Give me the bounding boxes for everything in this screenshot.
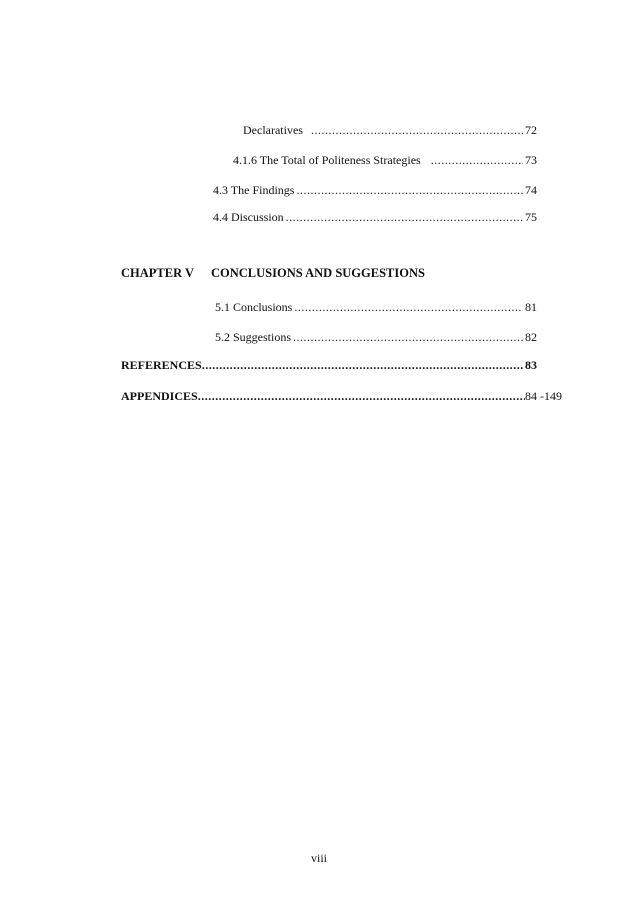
chapter-number: CHAPTER V xyxy=(121,266,195,280)
toc-entry-page: 73 xyxy=(525,153,537,167)
toc-entry-findings xyxy=(213,183,537,197)
toc-entry-label: APPENDICES xyxy=(121,389,198,403)
toc-leader-dots xyxy=(198,389,525,403)
toc-entry-label: 4.4 Discussion xyxy=(213,210,284,224)
toc-leader-dots xyxy=(431,153,523,167)
toc-entry-page: 84 -149 xyxy=(525,389,562,403)
toc-entry-label: 5.2 Suggestions xyxy=(215,330,292,344)
toc-entry-references xyxy=(121,358,537,372)
toc-leader-dots xyxy=(293,330,523,344)
page-number: viii xyxy=(310,851,327,865)
toc-entry-label: 4.3 The Findings xyxy=(213,183,295,197)
toc-entry-declaratives xyxy=(243,123,537,137)
chapter-heading xyxy=(121,266,425,281)
toc-entry-total-politeness xyxy=(233,153,537,167)
toc-entry-page: 72 xyxy=(525,123,537,137)
toc-entry-label: Declaratives xyxy=(243,123,303,137)
toc-entry-label: 5.1 Conclusions xyxy=(215,300,293,314)
toc-entry-conclusions xyxy=(215,300,537,314)
toc-entry-appendices xyxy=(121,389,562,403)
toc-leader-dots xyxy=(311,123,523,137)
toc-entry-page: 83 xyxy=(525,358,537,372)
toc-leader-dots xyxy=(202,358,524,372)
toc-leader-dots xyxy=(296,183,523,197)
toc-entry-suggestions xyxy=(215,330,537,344)
toc-entry-page: 75 xyxy=(525,210,537,224)
toc-leader-dots xyxy=(294,300,523,314)
toc-entry-page: 82 xyxy=(525,330,537,344)
toc-entry-label: REFERENCES xyxy=(121,358,202,372)
chapter-title: CONCLUSIONS AND SUGGESTIONS xyxy=(211,266,425,280)
toc-entry-page: 81 xyxy=(525,300,537,314)
toc-entry-label: 4.1.6 The Total of Politeness Strategies xyxy=(233,153,421,167)
toc-leader-dots xyxy=(286,210,523,224)
toc-entry-page: 74 xyxy=(525,183,537,197)
toc-entry-discussion xyxy=(213,210,537,224)
